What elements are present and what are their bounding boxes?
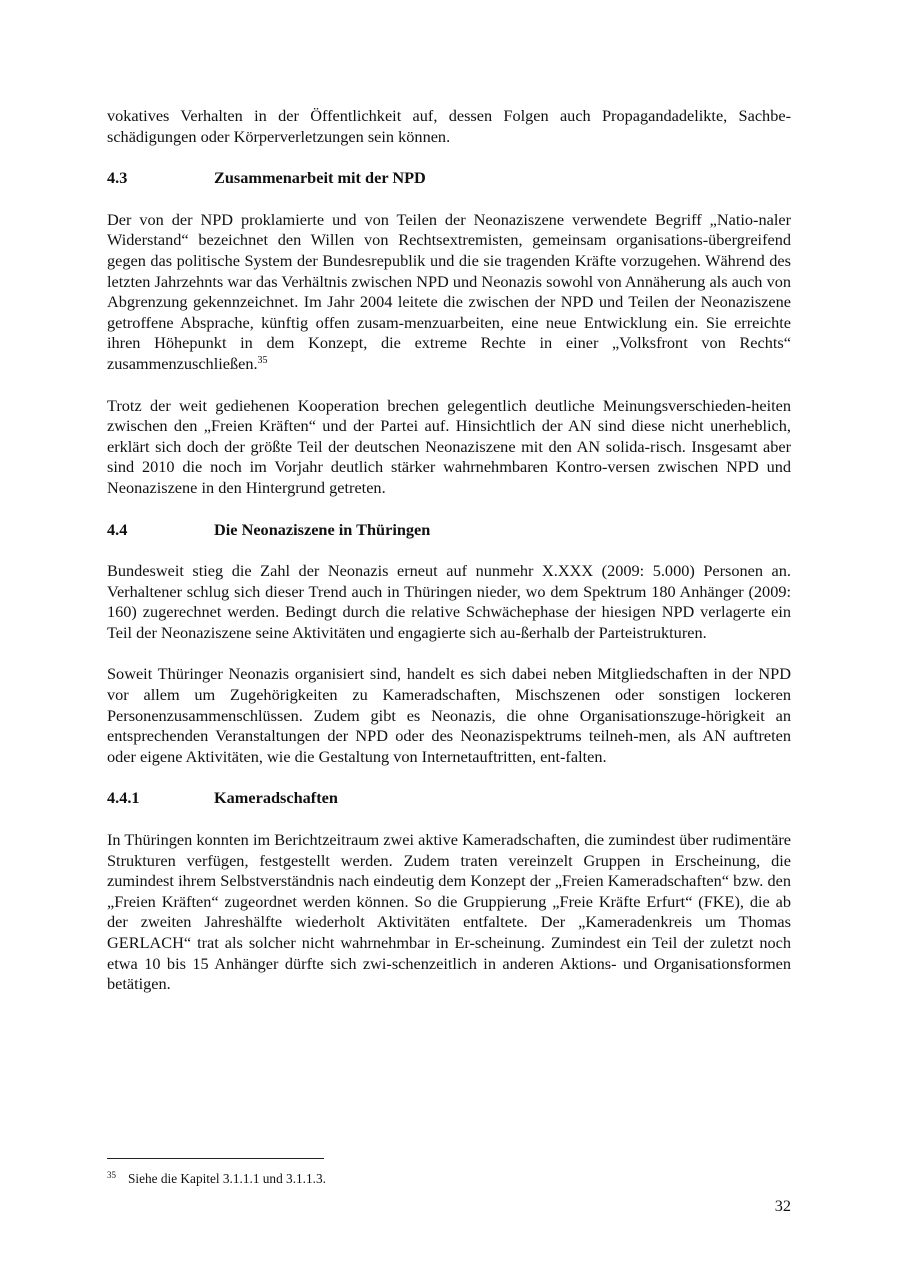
section-heading-4-3 <box>107 168 791 189</box>
footnote-divider <box>107 1158 324 1159</box>
paragraph-4-3-1 <box>107 210 791 375</box>
paragraph-4-4-2: Soweit Thüringer Neonazis organisiert sind, handelt es sich dabei neben Mitgliedschaften in der NPD vor allem um Zugehörigkeiten zu Kameradschaften, Mischszenen oder sonstigen lockeren Personenzusammenschlüssen. Zudem gibt es Neonazis, die ohne Organisationszuge-hörigkeit an entsprechenden Veranstaltungen der NPD oder des Neonazispektrums teilneh-men, als AN auftreten oder eigene Aktivitäten, wie die Gestaltung von Internetauftritten, ent-falten. <box>107 664 791 766</box>
intro-line-1: vokatives Verhalten in der Öffentlichkeit auf, dessen Folgen auch Propagandadelikte, Sachbe- <box>107 106 791 125</box>
footnote-mark: 35 <box>107 1170 116 1180</box>
section-number: 4.4.1 <box>107 788 140 808</box>
footnote <box>107 1166 326 1188</box>
section-number: 4.3 <box>107 168 128 188</box>
intro-line-2: schädigungen oder Körperverletzungen sein können. <box>107 126 451 146</box>
section-number: 4.4 <box>107 519 128 539</box>
section-title: Zusammenarbeit mit der NPD <box>214 168 426 188</box>
footnote-text: Siehe die Kapitel 3.1.1.1 und 3.1.1.3. <box>128 1171 326 1186</box>
section-title: Kameradschaften <box>214 788 338 808</box>
paragraph-4-4-1-1: In Thüringen konnten im Berichtzeitraum zwei aktive Kameradschaften, die zumindest über rudimentäre Strukturen verfügen, festgestellt werden. Zudem traten vereinzelt Gruppen in Erscheinung, die zumindest ihrem Selbstverständnis nach eindeutig dem Konzept der „Freien Kameradschaften“ bzw. den „Freien Kräften“ zugeordnet werden können. So die Gruppierung „Freie Kräfte Erfurt“ (FKE), die ab der zweiten Jahreshälfte wiederholt Aktivitäten entfaltete. Der „Kameradenkreis um Thomas GERLACH“ trat als solcher nicht wahrnehmbar in Er-scheinung. Zumindest ein Teil der zuletzt noch etwa 10 bis 15 Anhänger dürfte sich zwi-schenzeitlich in anderen Aktions- und Organisationsformen betätigen. <box>107 830 791 994</box>
intro-paragraph <box>107 106 791 147</box>
page-content <box>107 106 791 995</box>
paragraph-4-3-2: Trotz der weit gediehenen Kooperation brechen gelegentlich deutliche Meinungsverschieden-heiten zwischen den „Freien Kräften“ und der Partei auf. Hinsichtlich der AN sind diese nicht unerheblich, erklärt sich doch der größte Teil der deutschen Neonaziszene mit den AN solida-risch. Insgesamt aber sind 2010 die noch im Vorjahr deutlich stärker wahrnehmbaren Kontro-versen zwischen NPD und Neonaziszene in den Hintergrund getreten. <box>107 395 791 497</box>
section-heading-4-4-1 <box>107 788 791 809</box>
paragraph-4-4-1: Bundesweit stieg die Zahl der Neonazis erneut auf nunmehr X.XXX (2009: 5.000) Personen an. Verhaltener schlug sich dieser Trend auch in Thüringen nieder, wo dem Spektrum 180 Anhänger (2009: 160) zugerechnet werden. Bedingt durch die relative Schwächephase der hiesigen NPD verlagerte ein Teil der Neonaziszene seine Aktivitäten und engagierte sich au-ßerhalb der Parteistrukturen. <box>107 561 791 642</box>
paragraph-text: Der von der NPD proklamierte und von Teilen der Neonaziszene verwendete Begriff „Natio-naler Widerstand“ bezeichnet den Willen von Rechtsextremisten, gemeinsam organisations-übergreifend gegen das politische System der Bundesrepublik und die sie tragenden Kräfte vorzugehen. Während des letzten Jahrzehnts war das Verhältnis zwischen NPD und Neonazis sowohl von Annäherung als auch von Abgrenzung gekennzeichnet. Im Jahr 2004 leitete die zwischen der NPD und Teilen der Neonaziszene getroffene Absprache, künftig offen zusam-menzuarbeiten, eine neue Entwicklung ein. Sie erreichte ihren Höhepunkt in dem Konzept, die extreme Rechte in einer „Volksfront von Rechts“ zusammenzuschließen. <box>107 209 791 373</box>
section-heading-4-4 <box>107 520 791 541</box>
section-title: Die Neonaziszene in Thüringen <box>214 519 431 539</box>
page-number: 32 <box>774 1196 791 1215</box>
footnote-ref[interactable]: 35 <box>257 354 268 366</box>
